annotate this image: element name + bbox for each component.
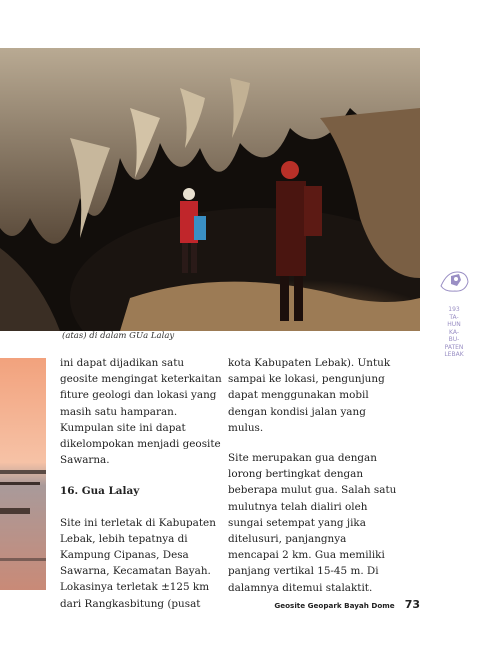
paragraph: ini dapat dijadikan satu geosite mengingat keterkaitan fiture geologi dan lokasi yang masih satu hamparan. Kumpulan site ini dapat dikelompokan menjadi geosite Sawarna. [60, 357, 222, 467]
side-marker [436, 266, 472, 359]
text-column-right [228, 355, 398, 596]
paragraph: Site merupakan gua dengan lorong bertingkat dengan beberapa mulut gua. Salah satu mulutnya telah dialiri oleh sungai setempat yang jika ditelusuri, panjangnya mencapai 2 km. Gua memiliki panjang vertikal 15-45 m. Di dalamnya ditemui stalaktit. [228, 452, 397, 594]
text-column-left [60, 355, 222, 612]
lebak-regency-logo-icon [437, 266, 471, 294]
photo-caption: (atas) di dalam GUa Lalay [62, 331, 175, 341]
section-heading: 16. Gua Lalay [60, 485, 140, 498]
cave-photo [0, 48, 420, 331]
coast-photo [0, 358, 46, 590]
marker-text: 193 TA- HUN KA- BU- PATEN LEBAK [444, 306, 464, 358]
paragraph: kota Kabupaten Lebak). Untuk sampai ke lokasi, pengunjung dapat menggunakan mobil dengan kondisi jalan yang mulus. [228, 357, 391, 434]
footer-title: Geosite Geopark Bayah Dome [274, 601, 395, 610]
page-number: 73 [404, 598, 420, 611]
paragraph: Site ini terletak di Kabupaten Lebak, lebih tepatnya di Kampung Cipanas, Desa Sawarna, Kecamatan Bayah. Lokasinya terletak ±125 km dari Rangkasbitung (pusat [60, 516, 216, 610]
page-footer [274, 598, 420, 611]
